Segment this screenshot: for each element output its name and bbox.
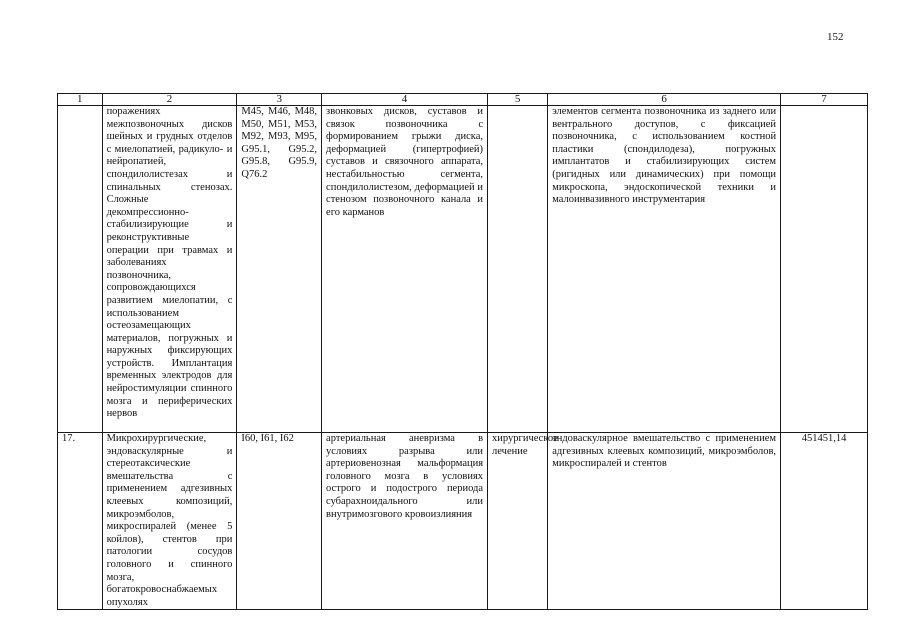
header-col-4: 4 — [322, 94, 488, 106]
icd-codes-cell: M45, M46, M48, M50, M51, M53, M92, M93, M95, G95.1, G95.2, G95.8, G95.9, Q76.2 — [237, 106, 322, 433]
row-number-cell: 17. — [58, 433, 103, 610]
header-col-1: 1 — [58, 94, 103, 106]
header-col-7: 7 — [781, 94, 868, 106]
header-col-2: 2 — [102, 94, 237, 106]
table-header-row — [58, 94, 868, 106]
table-row — [58, 433, 868, 610]
page-number: 152 — [827, 31, 844, 43]
price-cell: 451451,14 — [781, 433, 868, 610]
treatment-type-cell: хирургическое лечение — [488, 433, 548, 610]
row-number-cell — [58, 106, 103, 433]
method-cell: эндоваскулярное вмешательство с применением адгезивных клеевых композиций, микроэмболов, микроспиралей и стентов — [548, 433, 781, 610]
diagnosis-cell: артериальная аневризма в условиях разрыва или артериовенозная мальформация головного мозга в условиях острого и подострого периода субарахноидального или внутримозгового кровоизлияния — [322, 433, 488, 610]
price-cell — [781, 106, 868, 433]
procedure-group-cell: поражениях межпозвоночных дисков шейных и грудных отделов с миелопатией, радикуло- и нейропатией, спондилолистезах и спинальных стенозах. Сложные декомпрессионно-стабилизирующие и реконструктивные операции при травмах и заболеваниях позвоночника, сопровождающихся развитием миелопатии, с использованием остеозамещающих материалов, погружных и наружных фиксирующих устройств. Имплантация временных электродов для нейростимуляции спинного мозга и периферических нервов — [102, 106, 237, 433]
treatment-type-cell — [488, 106, 548, 433]
table-row — [58, 106, 868, 433]
method-cell: элементов сегмента позвоночника из заднего или вентрального доступов, с фиксацией позвоночника, с использованием костной пластики (спондилодеза), погружных имплантатов и стабилизирующих систем (ригидных или динамических) при помощи микроскопа, эндоскопической техники и малоинвазивного инструментария — [548, 106, 781, 433]
header-col-5: 5 — [488, 94, 548, 106]
diagnosis-cell: звонковых дисков, суставов и связок позвоночника с формированием грыжи диска, деформацией (гипертрофией) суставов и связочного аппарата, нестабильностью сегмента, спондилолистезом, деформацией и стенозом позвоночного канала и его карманов — [322, 106, 488, 433]
procedures-table — [57, 93, 868, 610]
icd-codes-cell: I60, I61, I62 — [237, 433, 322, 610]
procedure-group-cell: Микрохирургические, эндоваскулярные и стереотаксические вмешательства с применением адгезивных клеевых композиций, микроэмболов, микроспиралей (менее 5 койлов), стентов при патологии сосудов головного и спинного мозга, богатокровоснабжаемых опухолях — [102, 433, 237, 610]
header-col-6: 6 — [548, 94, 781, 106]
header-col-3: 3 — [237, 94, 322, 106]
